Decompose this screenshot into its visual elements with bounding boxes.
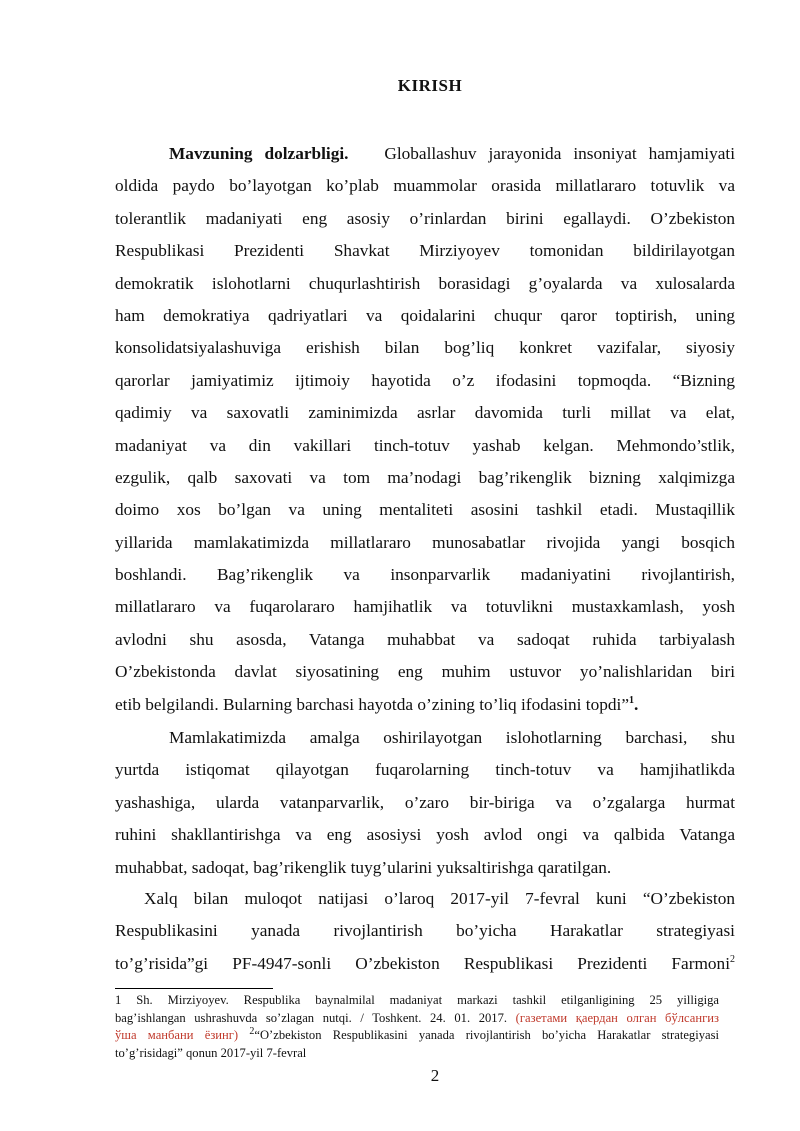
paragraph-line: qadimiy va saxovatli zaminimizda asrlar davomida turli millat va elat,: [115, 403, 735, 423]
paragraph-line: yashashiga, ularda vatanparvarlik, o’zaro bir-biriga va o’zgalarga hurmat: [115, 792, 735, 812]
footnotes: [115, 992, 719, 1062]
paragraph-line: konsolidatsiyalashuviga erishish bilan bog’liq konkret vazifalar, siyosiy: [115, 338, 735, 358]
paragraph-line: qarorlar jamiyatimiz ijtimoiy hayotida o’z ifodasini topmoqda. “Bizning: [115, 370, 735, 390]
paragraph-line: ruhini shakllantirishga va eng asosiysi yosh avlod ongi va qalbida Vatanga: [115, 825, 735, 845]
paragraph-line: Respublikasi Prezidenti Shavkat Mirziyoyev tomonidan bildirilayotgan: [115, 241, 735, 261]
page-number: 2: [430, 1066, 440, 1085]
paragraph-reforms: [115, 722, 735, 884]
paragraph-dialogue: [115, 883, 735, 980]
paragraph-line: O’zbekistonda davlat siyosatining eng muhim ustuvor yo’nalishlaridan biri: [115, 662, 735, 682]
editor-note: (газетами қаердан олган бўлсангиз: [515, 1010, 719, 1025]
footnote-line: ўша манбани ёзинг) $^2$“O’zbekiston Respublikasini yanada rivojlantirish bo’yicha Harakatlar strategiyasi: [115, 1027, 719, 1043]
paragraph-line: madaniyat va din vakillari tinch-totuv yashab kelgan. Mehmondo’stlik,: [115, 435, 735, 455]
paragraph-line: Xalq bilan muloqot natijasi o’laroq 2017-yil 7-fevral kuni “O’zbekiston: [144, 889, 735, 908]
paragraph-line: Mamlakatimizda amalga oshirilayotgan islohotlarning barchasi, shu: [169, 728, 735, 747]
paragraph-line: muhabbat, sadoqat, bag’rikenglik tuyg’ularini yuksaltirishga qaratilgan.: [115, 857, 612, 877]
section-heading: KIRISH: [397, 76, 463, 95]
paragraph-line: avlodni shu asosda, Vatanga muhabbat va sadoqat ruhida tarbiyalash: [115, 629, 735, 649]
footnote-ref: 1: [629, 694, 634, 706]
paragraph-line: ezgulik, qalb saxovati va tom ma’nodagi bag’rikenglik bizning xalqimizga: [115, 467, 735, 487]
footnote-ref: 2: [730, 954, 735, 966]
paragraph-line: demokratik islohotlarni chuqurlashtirish borasidagi g’oyalarda va xulosalarda: [115, 273, 735, 293]
paragraph-line: yurtda istiqomat qilayotgan fuqarolarning tinch-totuv va hamjihatlikda: [115, 760, 735, 780]
paragraph-line: Respublikasini yanada rivojlantirish bo’yicha Harakatlar strategiyasi: [115, 921, 735, 941]
paragraph-line: etib belgilandi. Bularning barchasi hayotda o’zining to’liq ifodasini topdi”$^1$.: [115, 694, 639, 714]
paragraph-line: ham demokratiya qadriyatlari va qoidalarini chuqur qaror toptirish, uning: [115, 305, 735, 325]
paragraph-line: oldida paydo bo’layotgan ko’plab muammolar orasida millatlararo totuvlik va: [115, 176, 735, 196]
paragraph-line: millatlararo va fuqarolararo hamjihatlik va totuvlikni mustaxkamlash, yosh: [115, 597, 735, 617]
footnote-ref: 2: [249, 1027, 255, 1037]
footnote-line: bag’ishlangan ushrashuvda so’zlagan nutqi. / Toshkent. 24. 01. 2017. (газетами қаердан олган бўлсангиз: [115, 1010, 719, 1025]
editor-note: ўша манбани ёзинг): [115, 1028, 239, 1043]
paragraph-line: yillarida mamlakatimizda millatlararo munosabatlar rivojida yangi bosqich: [115, 532, 735, 552]
paragraph-line: tolerantlik madaniyati eng asosiy o’rinlardan birini egallaydi. O’zbekiston: [115, 208, 735, 228]
paragraph-line: doimo xos bo’lgan va uning mentaliteti asosini tashkil etadi. Mustaqillik: [115, 500, 735, 520]
paragraph-line: Mavzuning dolzarbligi. Globallashuv jarayonida insoniyat hamjamiyati: [169, 144, 735, 163]
footnote-line: 1 Sh. Mirziyoyev. Respublika baynalmilal madaniyat markazi tashkil etilganligining 25 yilligiga: [115, 993, 719, 1007]
footnote-line: to’g’risidagi” qonun 2017-yil 7-fevral: [115, 1045, 307, 1060]
lead-label: Mavzuning dolzarbligi.: [169, 144, 349, 163]
paragraph-line: to’g’risida”gi PF-4947-sonli O’zbekiston Respublikasi Prezidenti Farmoni$^2$: [115, 953, 735, 973]
paragraph-relevance: [115, 138, 735, 721]
footnote-separator: [115, 988, 273, 989]
paragraph-line: boshlandi. Bag’rikenglik va insonparvarlik madaniyatini rivojlantirish,: [115, 565, 735, 585]
